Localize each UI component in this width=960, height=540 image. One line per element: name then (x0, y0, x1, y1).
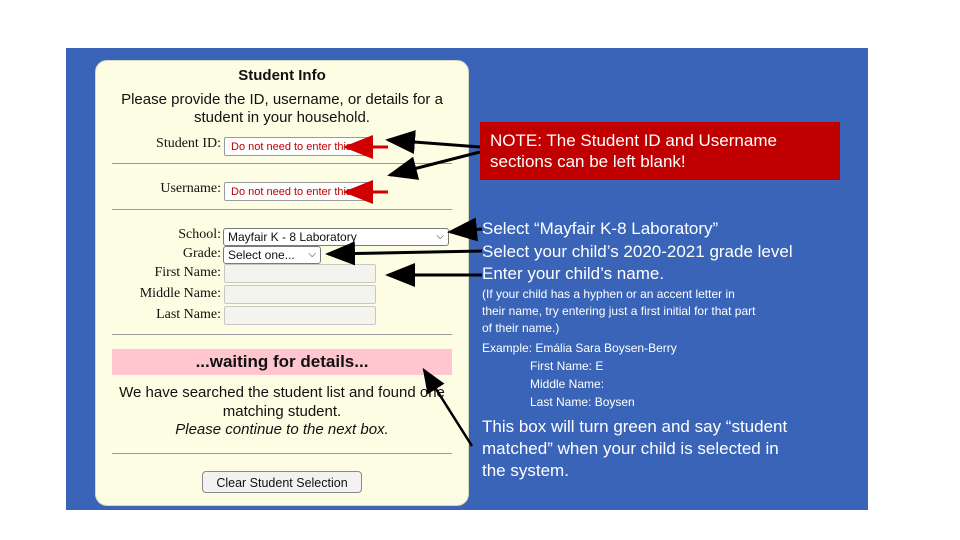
annotation-hyphen-line: (If your child has a hyphen or an accent letter in (482, 287, 735, 301)
annotation-school: Select “Mayfair K-8 Laboratory” (482, 219, 719, 238)
continue-hint: Please continue to the next box. (175, 421, 389, 438)
annotation-hyphen-line: their name, try entering just a first initial for that part (482, 304, 756, 318)
annotation-example: Example: Emália Sara Boysen-Berry (482, 341, 677, 355)
annotation-example-middle: Middle Name: (530, 377, 605, 391)
last-name-label: Last Name: (156, 307, 221, 322)
status-banner: ...waiting for details... (112, 349, 452, 375)
grade-label: Grade: (182, 246, 221, 261)
search-result-text: We have searched the student list and found one matching student. (119, 384, 445, 420)
annotation-name: Enter your child’s name. (482, 264, 665, 283)
annotation-grade: Select your child’s 2020-2021 grade level (482, 242, 793, 261)
annotation-hyphen-line: of their name.) (482, 321, 560, 335)
annotation-box-line: This box will turn green and say “student (482, 417, 788, 436)
chevron-down-icon: ⌵ (308, 249, 316, 260)
school-select-value: Mayfair K - 8 Laboratory (228, 230, 357, 244)
username-label: Username: (160, 181, 221, 196)
annotation-example-last: Last Name: Boysen (530, 395, 635, 409)
arrow-to-grade (328, 251, 482, 254)
middle-name-label: Middle Name: (139, 286, 221, 301)
student-id-label: Student ID: (156, 136, 221, 151)
note-callout: NOTE: The Student ID and Username sections can be left blank! (480, 122, 840, 180)
first-name-label: First Name: (154, 265, 221, 280)
clear-student-selection-button[interactable]: Clear Student Selection (202, 471, 362, 493)
arrow-to-school (450, 229, 482, 232)
annotation-box-line: matched” when your child is selected in (482, 439, 779, 458)
school-label: School: (178, 227, 221, 242)
panel-title: Student Info (238, 67, 326, 84)
annotation-box-line: the system. (482, 461, 569, 480)
arrow-to-username (390, 152, 480, 175)
grade-select-value: Select one... (228, 248, 295, 262)
username-input[interactable]: Do not need to enter this. (224, 182, 372, 201)
chevron-down-icon: ⌵ (436, 231, 444, 242)
arrow-to-status (424, 370, 472, 446)
panel-description: Please provide the ID, username, or details for a student in your household. (121, 91, 443, 126)
student-id-input[interactable]: Do not need to enter this. (224, 137, 372, 156)
arrow-to-student-id (388, 140, 480, 147)
annotation-example-first: First Name: E (530, 359, 604, 373)
